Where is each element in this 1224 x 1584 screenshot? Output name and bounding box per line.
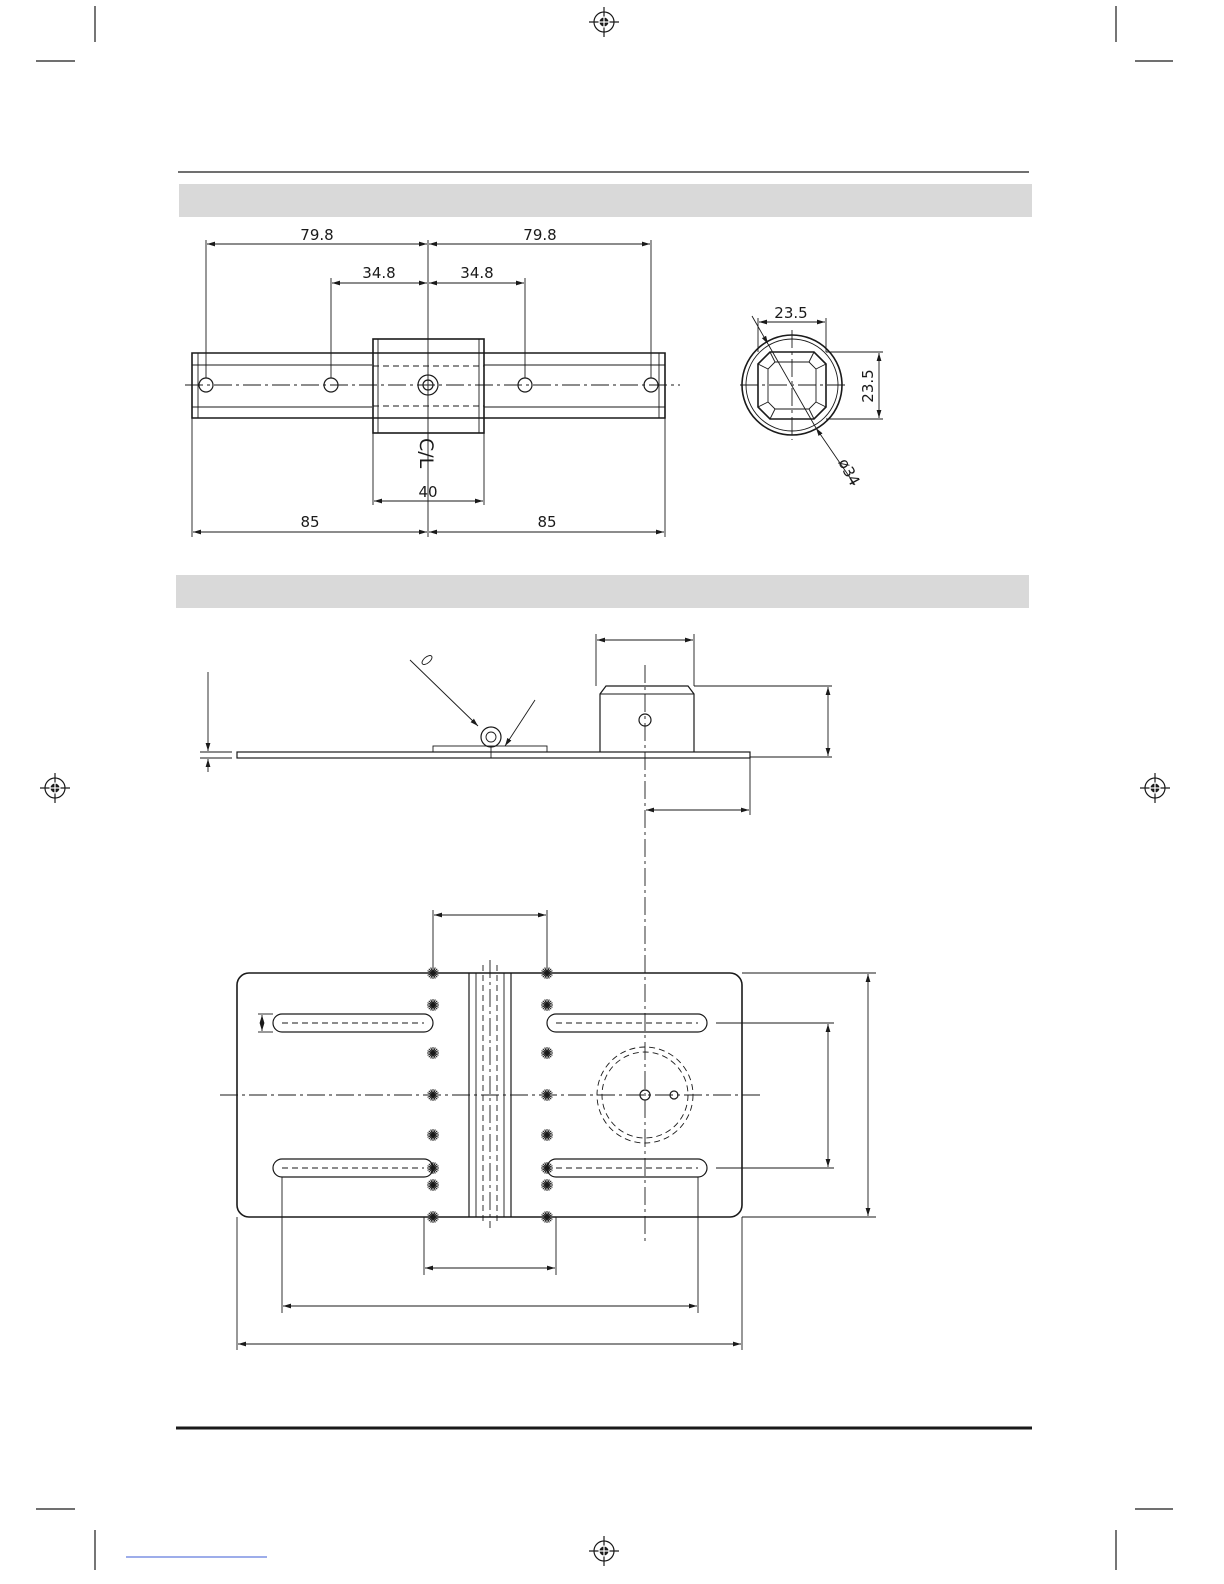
- dim-half-left: 85: [300, 513, 320, 531]
- registration-mark-top: [589, 7, 619, 37]
- plate-side-view: [200, 634, 832, 1245]
- weld-spot: [427, 1129, 439, 1141]
- weld-spot: [427, 999, 439, 1011]
- weld-spot: [427, 1047, 439, 1059]
- registration-mark-left: [40, 773, 70, 803]
- dim-block-width: 40: [418, 483, 438, 501]
- dim-tube-diameter: ø34: [834, 455, 864, 489]
- dim-outer-left: 79.8: [300, 226, 334, 244]
- weld-spot: [427, 1211, 439, 1223]
- weld-spot: [541, 1129, 553, 1141]
- weld-spot: [541, 967, 553, 979]
- weld-spot: [541, 999, 553, 1011]
- dim-outer-right: 79.8: [523, 226, 557, 244]
- weld-spot: [541, 1179, 553, 1191]
- weld-spot: [541, 1162, 553, 1174]
- weld-spot: [427, 1179, 439, 1191]
- dim-inner-right: 34.8: [460, 264, 494, 282]
- section-band-1: [179, 184, 1032, 217]
- registration-mark-right: [1140, 773, 1170, 803]
- weld-spot: [427, 1162, 439, 1174]
- weld-spot: [427, 967, 439, 979]
- print-marks: [36, 6, 1173, 1570]
- weld-spot: [541, 1089, 553, 1101]
- section-band-2: [176, 575, 1029, 608]
- registration-mark-bottom: [589, 1536, 619, 1566]
- dim-tube-width: 23.5: [774, 304, 808, 322]
- centerline-label: C/L: [415, 438, 437, 469]
- dim-tube-height: 23.5: [859, 369, 877, 403]
- weld-spot: [541, 1047, 553, 1059]
- weld-spot: [427, 1089, 439, 1101]
- dim-inner-left: 34.8: [362, 264, 396, 282]
- dim-half-right: 85: [537, 513, 557, 531]
- weld-spot: [541, 1211, 553, 1223]
